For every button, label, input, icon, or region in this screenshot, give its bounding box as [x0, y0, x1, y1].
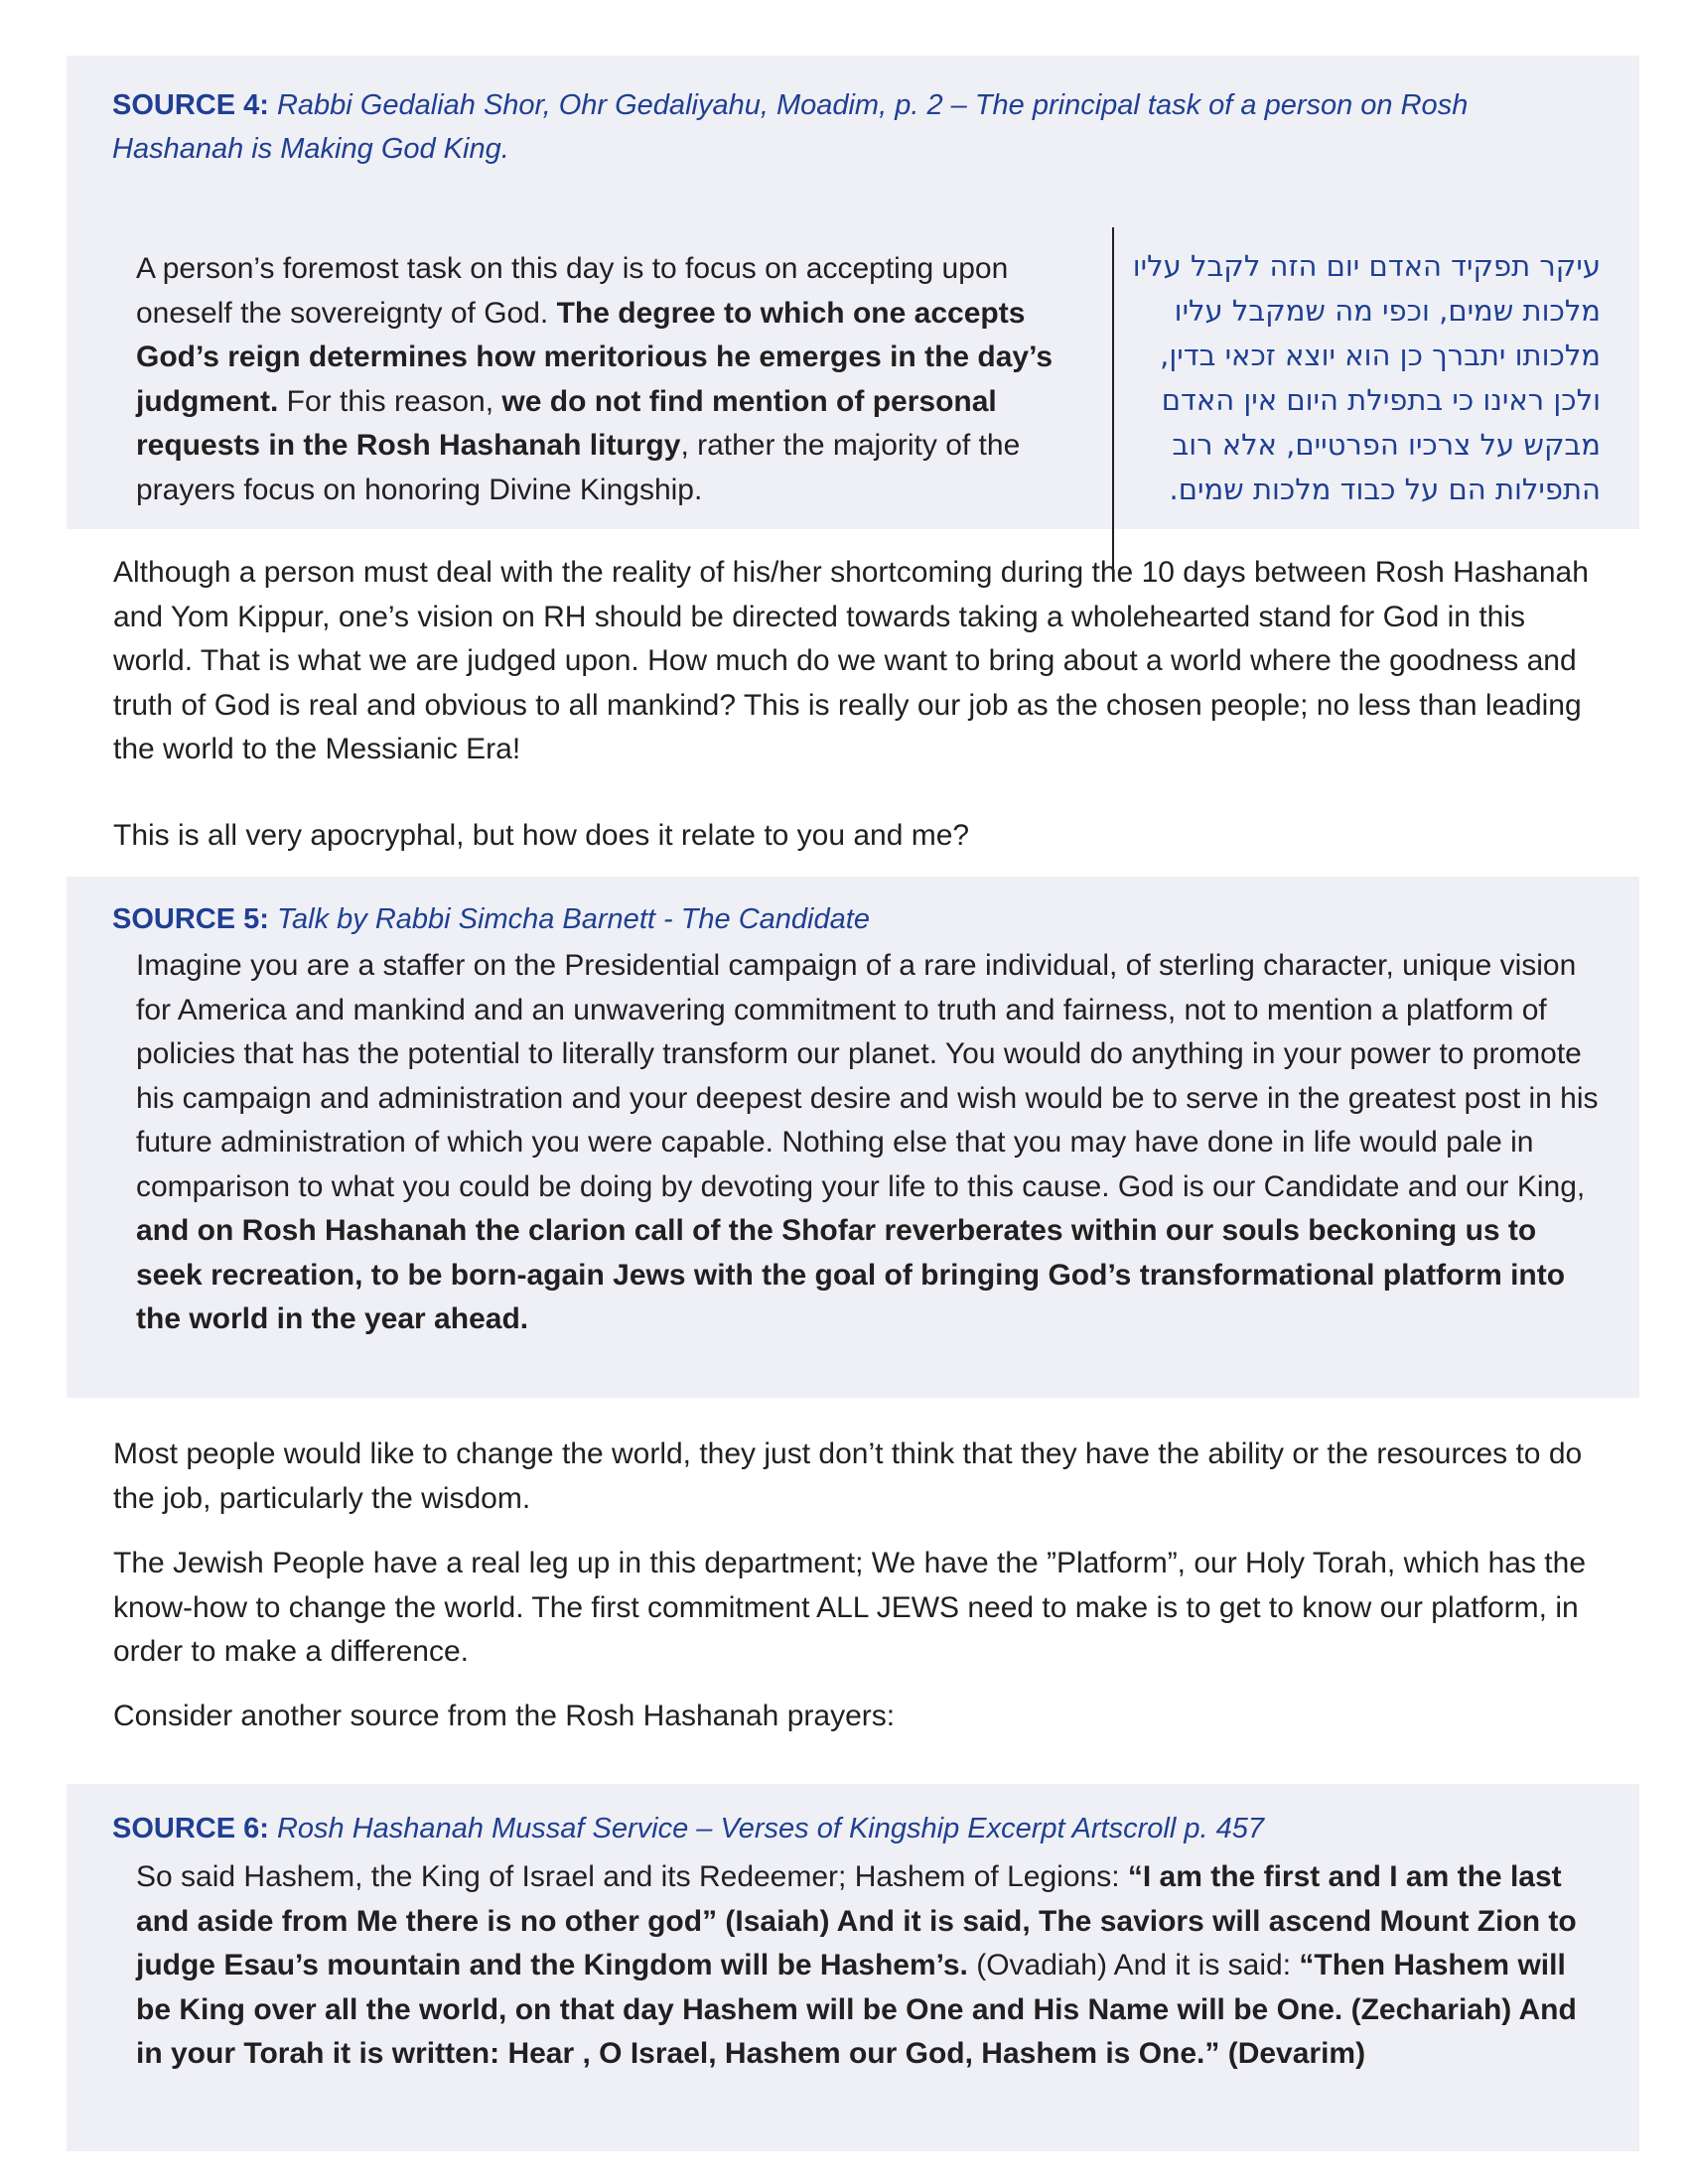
body-paragraph: This is all very apocryphal, but how does it relate to you and me? — [113, 819, 970, 852]
body-paragraph: Most people would like to change the world, they just don’t think that they have the ability or the resources to do the job, particularly the wisdom. — [113, 1437, 1583, 1515]
source-4-box — [67, 56, 1639, 529]
quote-emphasis: “Then Hashem will be King over all the world, on that day Hashem will be One and His Name will be One. (Zechariah) And in your Torah it is written: Hear , O Israel, Hashem our God, Hashem is One.” (Devarim) — [136, 1949, 1577, 2070]
source-4-hebrew-quote: עיקר תפקיד האדם יום הזה לקבל עליו מלכות שמים, וכפי מה שמקבל עליו מלכותו יתברך כן הוא יוצא זכאי בדין, ולכן ראינו כי בתפילת היום אין האדם מבקש על צרכיו הפרטיים, אלא רוב התפילות הם על כבוד מלכות שמים. — [1132, 249, 1601, 506]
quote-text: , rather the majority of the prayers focus on honoring Divine Kingship. — [136, 429, 1021, 506]
body-paragraph: Although a person must deal with the reality of his/her shortcoming during the 10 days between Rosh Hashanah and Yom Kippur, one’s vision on RH should be directed towards taking a wholehearted stand for God in this world. That is what we are judged upon. How much do we want to bring about a world where the goodness and truth of God is real and obvious to all mankind? This is really our job as the chosen people; no less than leading the world to the Messianic Era! — [113, 556, 1589, 765]
quote-text: So said Hashem, the King of Israel and its Redeemer; Hashem of Legions: — [136, 1860, 1128, 1893]
body-paragraph: The Jewish People have a real leg up in this department; We have the ”Platform”, our Holy Torah, which has the know-how to change the world. The first commitment ALL JEWS need to make is to get to know our platform, in order to make a difference. — [113, 1547, 1587, 1668]
quote-text: For this reason, — [278, 384, 502, 418]
source-6-box — [67, 1784, 1639, 2151]
source-6-heading — [112, 1807, 1600, 1850]
source-6-label: SOURCE 6: — [112, 1813, 269, 1844]
quote-text: Imagine you are a staffer on the Presidential campaign of a rare individual, of sterling character, unique vision for America and mankind and an unwavering commitment to truth and fairness, not to mention a platform of policies that has the potential to literally transform our planet. You would do anything in your power to promote his campaign and administration and your deepest desire and wish would be to serve in the greatest post in his future administration of which you were capable. Nothing else that you may have done in life would pale in comparison to what you could be doing by devoting your life to this cause. God is our Candidate and our King, — [136, 949, 1599, 1203]
source-4-citation: Rabbi Gedaliah Shor, Ohr Gedaliyahu, Moadim, p. 2 – The principal task of a person on Rosh Hashanah is Making God King. — [112, 89, 1469, 165]
quote-text: A person’s foremost task on this day is to focus on accepting upon oneself the sovereignty of God. — [136, 252, 1009, 330]
quote-emphasis: and on Rosh Hashanah the clarion call of the Shofar reverberates within our souls beckoning us to seek recreation, to be born-again Jews with the goal of bringing God’s transformational platform into the world in the year ahead. — [136, 1214, 1566, 1335]
source-4-label: SOURCE 4: — [112, 89, 269, 121]
quote-emphasis: we do not find mention of personal requests in the Rosh Hashanah liturgy — [136, 384, 997, 462]
source-4-heading — [112, 83, 1600, 171]
source-4-english-quote — [136, 247, 1099, 512]
source-5-label: SOURCE 5: — [112, 903, 269, 935]
source-5-box — [67, 877, 1639, 1398]
source-6-citation: Rosh Hashanah Mussaf Service – Verses of Kingship Excerpt Artscroll p. 457 — [268, 1813, 1264, 1844]
body-paragraph: Consider another source from the Rosh Hashanah prayers: — [113, 1700, 896, 1732]
quote-emphasis: “I am the first and I am the last and aside from Me there is no other god” (Isaiah) And it is said, The saviors will ascend Mount Zion to judge Esau’s mountain and the Kingdom will be Hashem’s. — [136, 1860, 1577, 1981]
source-5-citation: Talk by Rabbi Simcha Barnett - The Candidate — [268, 903, 870, 935]
source-6-quote — [136, 1855, 1606, 2077]
source-5-quote — [136, 944, 1606, 1342]
column-divider — [1112, 227, 1114, 568]
quote-text: (Ovadiah) And it is said: — [967, 1949, 1300, 1981]
source-5-heading — [112, 897, 1600, 941]
quote-emphasis: The degree to which one accepts God’s reign determines how meritorious he emerges in the day’s judgment. — [136, 296, 1054, 418]
